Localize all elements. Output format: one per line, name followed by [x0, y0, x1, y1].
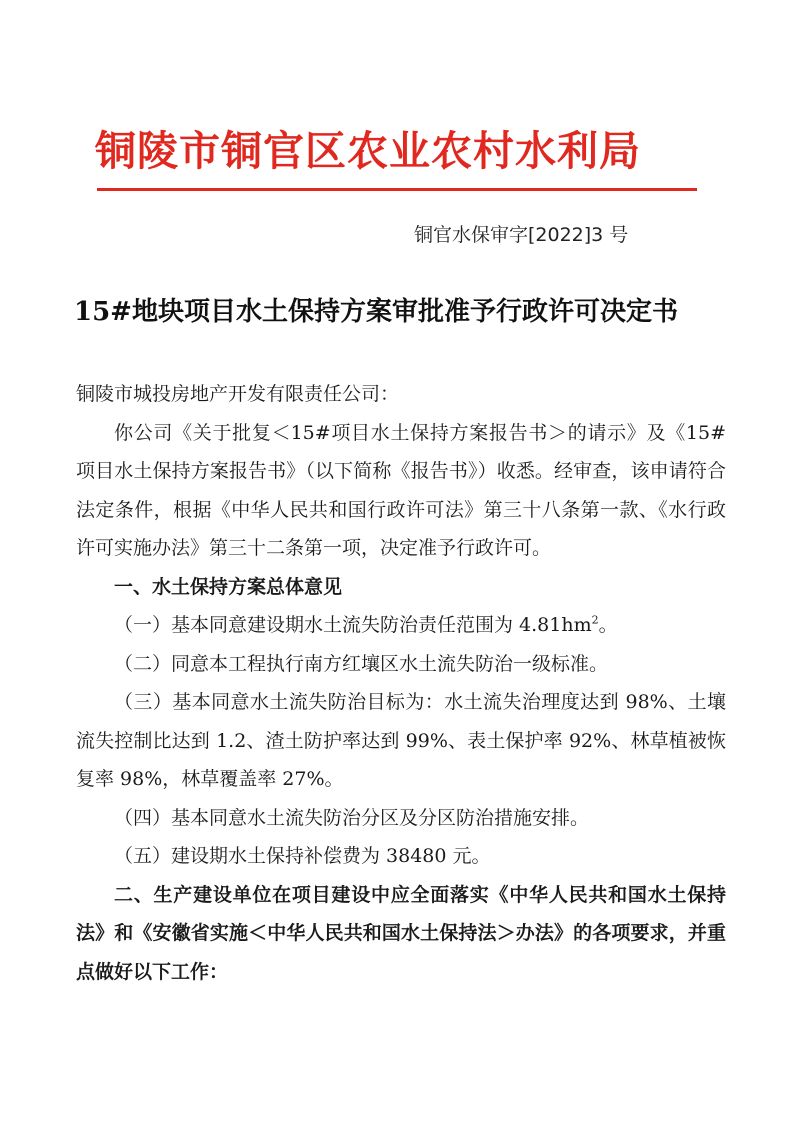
item-1-text: （一）基本同意建设期水土流失防治责任范围为 4.81hm	[114, 614, 592, 636]
document-number: 铜官水保审字[2022]3 号	[414, 224, 629, 246]
item-1-superscript: 2	[591, 613, 599, 627]
item-1	[76, 606, 726, 645]
document-title: 15#地块项目水土保持方案审批准予行政许可决定书	[74, 297, 678, 327]
letterhead-red-rule	[97, 188, 697, 191]
item-1-end: 。	[598, 614, 618, 636]
section-2-paragraph: 二、生产建设单位在项目建设中应全面落实《中华人民共和国水土保持法》和《安徽省实施＜中华人民共和国水土保持法＞办法》的各项要求，并重点做好以下工作：	[76, 883, 726, 983]
item-3: （三）基本同意水土流失防治目标为：水土流失治理度达到 98%、土壤流失控制比达到 1.2、渣土防护率达到 99%、表土保护率 92%、林草植被恢复率 98%，林草覆盖率 27%。	[76, 691, 726, 790]
document-body	[76, 375, 726, 991]
item-2: （二）同意本工程执行南方红壤区水土流失防治一级标准。	[114, 652, 609, 675]
letterhead-organization: 铜陵市铜官区农业农村水利局	[95, 127, 641, 175]
addressee: 铜陵市城投房地产开发有限责任公司：	[76, 383, 400, 405]
item-4: （四）基本同意水土流失防治分区及分区防治措施安排。	[114, 806, 590, 829]
section-1-heading: 一、水土保持方案总体意见	[114, 575, 343, 598]
item-5: （五）建设期水土保持补偿费为 38480 元。	[114, 845, 491, 867]
intro-paragraph: 你公司《关于批复＜15#项目水土保持方案报告书＞的请示》及《15#项目水土保持方案报告书》（以下简称《报告书》）收悉。经审查，该申请符合法定条件，根据《中华人民共和国行政许可法》第三十八条第一款、《水行政许可实施办法》第三十二条第一项，决定准予行政许可。	[76, 421, 726, 559]
